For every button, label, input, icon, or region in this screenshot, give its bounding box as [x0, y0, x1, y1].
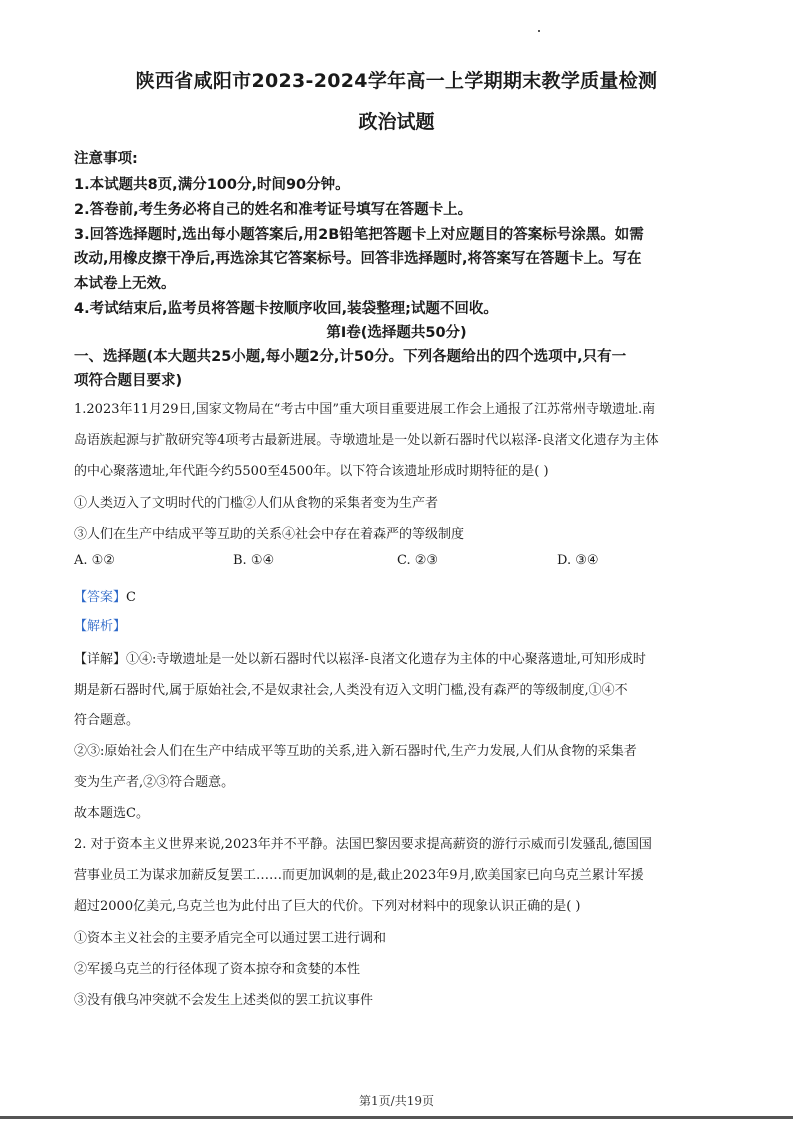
q1-stem: 1.2023年11月29日,国家文物局在“考古中国”重大项目重要进展工作会上通报了江苏常州寺墩遗址.南 — [74, 402, 656, 417]
q1-statement: ①人类迈入了文明时代的门槛②人们从食物的采集者变为生产者 — [74, 496, 439, 511]
q2-statement: ②军援乌克兰的行径体现了资本掠夺和贪婪的本性 — [74, 962, 361, 977]
notes-line: 2.答卷前,考生务必将自己的姓名和准考证号填写在答题卡上。 — [74, 202, 473, 218]
notes-line: 本试卷上无效。 — [74, 276, 176, 292]
page-edge — [0, 1116, 793, 1119]
section-heading: 一、选择题(本大题共25小题,每小题2分,计50分。下列各题给出的四个选项中,只有一 — [74, 349, 627, 365]
q2-statement: ③没有俄乌冲突就不会发生上述类似的罢工抗议事件 — [74, 993, 374, 1008]
notes-heading: 注意事项: — [74, 151, 138, 167]
q1-answer — [74, 586, 136, 605]
analysis-label: 【解析】 — [74, 619, 127, 634]
q2-stem: 超过2000亿美元,乌克兰也为此付出了巨大的代价。下列对材料中的现象认识正确的是( ) — [74, 899, 581, 914]
notes-line: 4.考试结束后,监考员将答题卡按顺序收回,装袋整理;试题不回收。 — [74, 301, 498, 317]
scan-dot — [538, 30, 540, 32]
q1-option-d: D. ③④ — [557, 553, 599, 568]
q1-detail: 变为生产者,②③符合题意。 — [74, 775, 235, 790]
q1-detail: 符合题意。 — [74, 713, 140, 728]
notes-line: 3.回答选择题时,选出每小题答案后,用2B铅笔把答题卡上对应题目的答案标号涂黑。如需 — [74, 227, 644, 243]
exam-title: 陕西省咸阳市2023-2024学年高一上学期期末教学质量检测 — [135, 70, 658, 92]
answer-label: 【答案】 — [74, 590, 127, 605]
q2-stem: 营事业员工为谋求加薪反复罢工……而更加讽刺的是,截止2023年9月,欧美国家已向乌克兰累计军援 — [74, 868, 644, 883]
q1-option-b: B. ①④ — [233, 553, 275, 568]
exam-subtitle: 政治试题 — [358, 111, 435, 133]
page-number: 第1页/共19页 — [359, 1094, 434, 1108]
q1-statement: ③人们在生产中结成平等互助的关系④社会中存在着森严的等级制度 — [74, 527, 465, 542]
q1-option-a: A. ①② — [74, 553, 115, 568]
notes-line: 1.本试题共8页,满分100分,时间90分钟。 — [74, 177, 350, 193]
q1-stem: 岛语族起源与扩散研究等4项考古最新进展。寺墩遗址是一处以新石器时代以崧泽-良渚文化遗存为主体 — [74, 433, 659, 448]
q1-detail: 故本题选C。 — [74, 806, 149, 821]
q1-stem: 的中心聚落遗址,年代距今约5500至4500年。以下符合该遗址形成时期特征的是( ) — [74, 464, 549, 479]
q1-detail: ②③:原始社会人们在生产中结成平等互助的关系,进入新石器时代,生产力发展,人们从食物的采集者 — [74, 744, 637, 759]
notes-line: 改动,用橡皮擦干净后,再选涂其它答案标号。回答非选择题时,将答案写在答题卡上。写在 — [74, 251, 642, 267]
section-heading: 项符合题目要求) — [74, 373, 183, 389]
q1-detail: 期是新石器时代,属于原始社会,不是奴隶社会,人类没有迈入文明门槛,没有森严的等级制度,①④不 — [74, 683, 628, 698]
q1-option-c: C. ②③ — [397, 553, 439, 568]
q2-statement: ①资本主义社会的主要矛盾完全可以通过罢工进行调和 — [74, 931, 387, 946]
q1-detail: 【详解】①④:寺墩遗址是一处以新石器时代以崧泽-良渚文化遗存为主体的中心聚落遗址,可知形成时 — [74, 652, 646, 667]
part-heading: 第Ⅰ卷(选择题共50分) — [326, 325, 467, 341]
answer-value: C — [126, 590, 136, 605]
q2-stem: 2. 对于资本主义世界来说,2023年并不平静。法国巴黎因要求提高薪资的游行示威而引发骚乱,德国国 — [74, 837, 652, 852]
